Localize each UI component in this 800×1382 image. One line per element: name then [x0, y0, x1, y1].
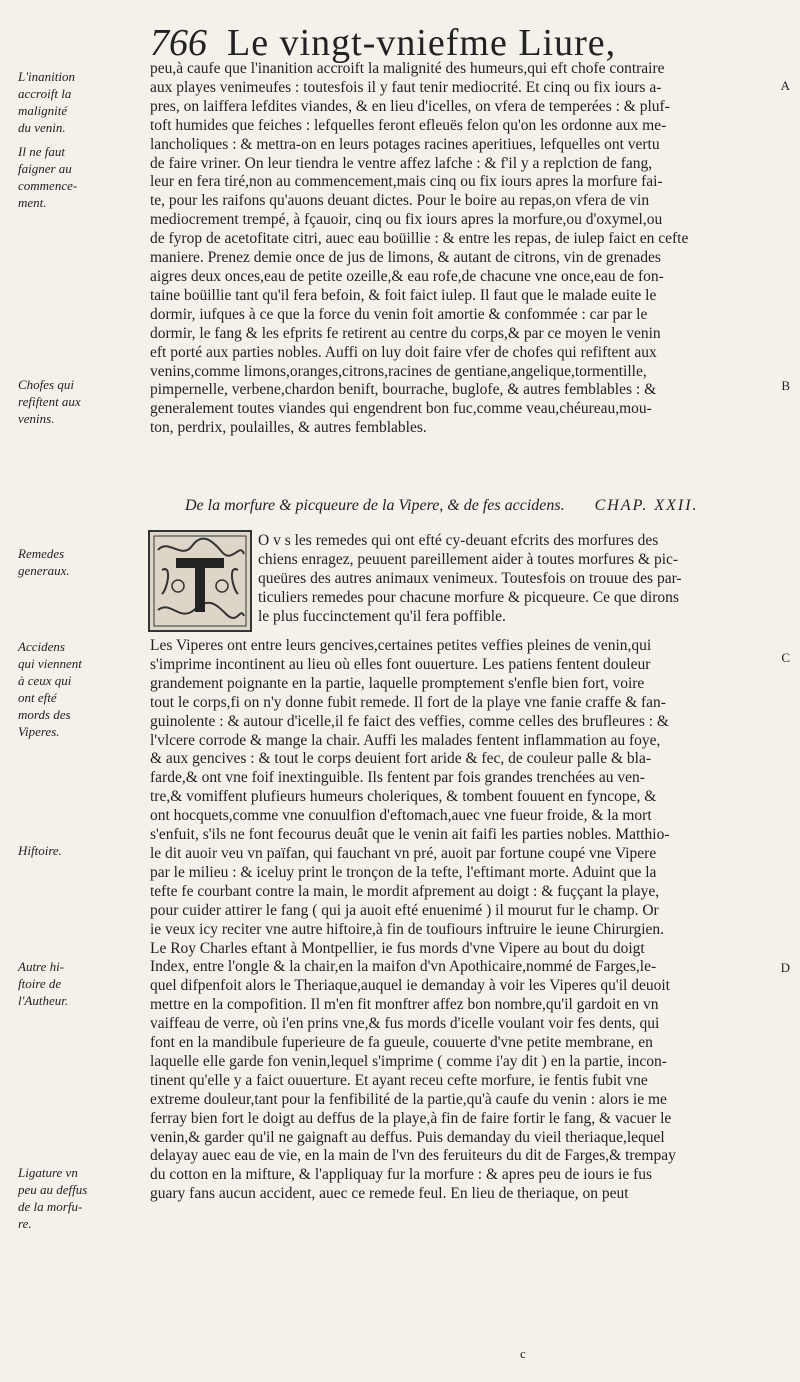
margin-note-remedes: Remedes generaux.	[18, 546, 70, 578]
margin-note-autre-histoire: Autre hi- ftoire de l'Autheur.	[18, 959, 69, 1008]
text-block-2: Les Viperes ont entre leurs gencives,certaines petites veffies pleines de venin,qui s'imprime incontinent au lieu où elles font ouuerture. Les patiens fentent douleur grandement poignante en la partie, laquelle promptement s'enfle bien fort, voire tout le corps,fi on n'y donne fubit remede. Il fort de la playe vne fanie craffe & fan- guinolente : & autour d'icelle,il fe faict des veffies, comme celles des brufleures : & l'vlcere corrode & mange la chair. Auffi les malades fentent inflammation au foye, & aux gencives : & tout le corps deuient fort aride & fec, de couleur palle & bla- farde,& ont vne foif inextinguible. Ils fentent par fois grandes trenchées au ven- tre,& vomiffent plufieurs humeurs choleriques, & tombent fouuent en fyncope, & ont hocquets,comme vne conuulfion d'eftomach,auec vne fueur froide, & la mort s'enfuit, s'ils ne font fecourus deuât que le venin ait faifi les parties nobles. Matthio- le dit auoir veu vn païfan, qui fauchant vn pré, auoit par fortune coupé vne Vipere par le milieu : & iceluy print le tronçon de la tefte, l'eftimant morte. Aduint que la tefte fe courbant contre la main, le mordit afprement au doigt : & fuççant la playe, pour cuider attirer le fang ( qui ja auoit efté enuenimé ) il mourut fur le champ. Or ie veux icy reciter vne autre hiftoire,à fin de toufiours inftruire le ieune Chirurgien. Le Roy Charles eftant à Montpellier, ie fus mords d'vne Vipere au bout du doigt Index, entre l'ongle & la chair,en la maifon d'vn Apothicaire,nommé de Farges,le- quel difpenfoit alors le Theriaque,auquel ie demanday à voir les Viperes qu'il deuoit mettre en la compofition. Il m'en fit monftrer affez bon nombre,qu'il gardoit en vn vaiffeau de verre, où i'en prins vne,& fus mords d'icelle voulant voir fes dents, qui font en la mandibule fuperieure de fa gueule, couuerte d'vne petite membrane, en laquelle elle garde fon venin,lequel s'imprime ( comme i'ay dit ) en la partie, incon- tinent qu'elle y a faict ouuerture. Et ayant receu cefte morfure, ie fentis fubit vne extreme douleur,tant pour la fenfibilité de la partie,qu'à caufe du venin : alors ie me ferray bien fort le doigt au deffus de la playe,à fin de faire fortir le fang, & vacuer le venin,& garder qu'il ne gaignaft au deffus. Puis demanday du vieil theriaque,lequel delayay auec eau de vie, en la main de l'vn des feruiteurs du dit de Farges,& trempay du cotton en la mifture, & l'appliquay fur la morfure : & apres peu de iours ie fus guary fans aucun accident, auec ce remede feul. En lieu de theriaque, on peut	[150, 637, 676, 1203]
side-letter-a: A	[780, 78, 790, 93]
margin-note-accidens: Accidens qui viennent à ceux qui ont efté mords des Viperes.	[18, 639, 82, 739]
side-letter-c: C	[781, 650, 790, 665]
text-block-initial: O v s les remedes qui ont efté cy-deuant efcrits des morfures des chiens enragez, peuuent pareillement aider à toutes morfures & pic- queüres des autres animaux venimeux. Toutesfois on trouue des par- ticuliers remedes pour chacune morfure & picqueure. Ce que dirons le plus fuccinctement qu'il fera poffible.	[258, 532, 682, 625]
chapter-title: De la morfure & picqueure de la Vipere, & de fes accidens.	[185, 497, 565, 514]
page-header	[150, 18, 670, 62]
chapter-number: CHAP. XXII.	[594, 497, 699, 514]
running-head: Le vingt-vniefme Liure,	[227, 22, 617, 64]
page-number: 766	[150, 22, 207, 64]
chapter-heading	[185, 497, 770, 515]
margin-note-histoire: Hiftoire.	[18, 843, 62, 858]
side-letter-d: D	[780, 960, 790, 975]
side-letter-b: B	[781, 378, 790, 393]
margin-note-chofes: Chofes qui refiftent aux venins.	[18, 377, 81, 426]
decorated-initial	[148, 530, 252, 632]
decorated-initial-t-icon	[148, 530, 252, 632]
catchword: c	[520, 1346, 526, 1361]
margin-note-inanition: L'inanition accroift la malignité du venin.	[18, 69, 75, 135]
margin-note-saigner: Il ne faut faigner au commence- ment.	[18, 144, 78, 210]
margin-note-ligature: Ligature vn peu au deffus de la morfu- re.	[18, 1165, 88, 1231]
text-block-1: peu,à caufe que l'inanition accroift la malignité des humeurs,qui eft chofe contraire aux playes venimeufes : toutesfois il y faut tenir mediocrité. Et cinq ou fix iours a- pres, on laiffera lefdites viandes, & en lieu d'icelles, on vfera de temperées : & pluf- toft humides que feiches : lefquelles feront efleuës felon qu'on les ordonne aux me- lancholiques : & mettra-on en leurs potages racines aperitiues, lefquelles ont vertu de faire vriner. On leur tiendra le ventre affez lafche : & f'il y a replction de fang, leur en fera tiré,non au commencement,mais cinq ou fix iours apres la morfure fai- te, pour les raifons qu'auons deuant dictes. Pour le boire au repas,on vfera de vin mediocrement trempé, à fçauoir, cinq ou fix iours apres la morfure,ou d'oxymel,ou de fyrop de acetofitate citri, auec eau boüillie : & entre les repas, de iulep faict en cefte maniere. Prenez demie once de jus de limons, & autant de citrons, vin de grenades aigres deux onces,eau de petite ozeille,& eau rofe,de chacune vne once,eau de fon- taine boüillie tant qu'il fera befoin, & foit faict iulep. Il faut que le malade euite le dormir, iufques à ce que la force du venin foit amortie & confommée : car par le dormir, le fang & les efprits fe retirent au centre du corps,& par ce moyen le venin eft porté aux parties nobles. Auffi on luy doit faire vfer de chofes qui refiftent aux venins,comme limons,oranges,citrons,racines de gentiane,angelique,tormentille, pimpernelle, verbene,chardon benift, bourrache, buglofe, & autres femblables : & generalement toutes viandes qui engendrent bon fuc,comme veau,chéureau,mou- ton, perdrix, poulailles, & autres femblables.	[150, 60, 689, 437]
